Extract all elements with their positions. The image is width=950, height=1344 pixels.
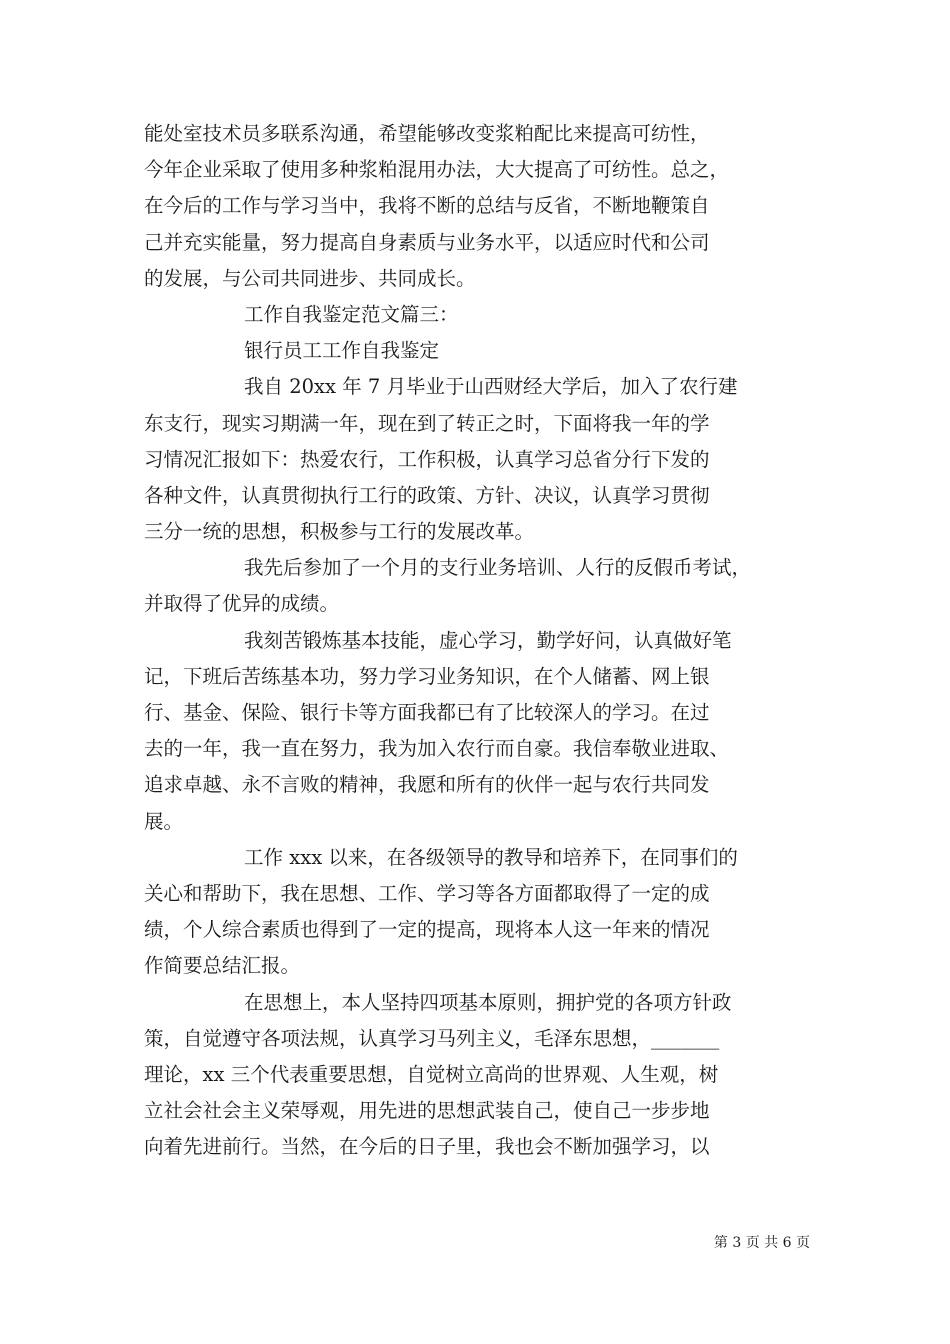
text-line: 理论，xx 三个代表重要思想，自觉树立高尚的世界观、人生观，树 — [144, 1062, 719, 1086]
text-line: 在今后的工作与学习当中，我将不断的总结与反省，不断地鞭策自 — [144, 194, 710, 218]
section-subheading: 银行员工工作自我鉴定 — [244, 339, 440, 363]
text-line: 绩，个人综合素质也得到了一定的提高，现将本人这一年来的情况 — [144, 918, 710, 942]
text-line: 记，下班后苦练基本功，努力学习业务知识，在个人储蓄、网上银 — [144, 664, 710, 688]
text-line: 的发展，与公司共同进步、共同成长。 — [144, 266, 476, 290]
text-line: 向着先进前行。当然，在今后的日子里，我也会不断加强学习，以 — [144, 1135, 710, 1159]
text-line: 己并充实能量，努力提高自身素质与业务水平，以适应时代和公司 — [144, 230, 710, 254]
text-line: 我自 20xx 年 7 月毕业于山西财经大学后，加入了农行建 — [244, 375, 738, 399]
text-line: 习情况汇报如下：热爱农行，工作积极，认真学习总省分行下发的 — [144, 447, 710, 471]
text-line: 三分一统的思想，积极参与工行的发展改革。 — [144, 520, 535, 544]
text-line: 行、基金、保险、银行卡等方面我都已有了比较深人的学习。在过 — [144, 701, 710, 724]
text-line: 关心和帮助下，我在思想、工作、学习等各方面都取得了一定的成 — [144, 881, 710, 905]
text-line: 作简要总结汇报。 — [144, 954, 301, 978]
text-line: 策，自觉遵守各项法规，认真学习马列主义，毛泽东思想，_______ — [144, 1026, 720, 1050]
text-line: 并取得了优异的成绩。 — [144, 592, 340, 616]
text-line: 展。 — [144, 809, 184, 833]
text-line: 去的一年，我一直在努力，我为加入农行而自豪。我信奉敬业进取、 — [144, 737, 730, 761]
text-line: 在思想上，本人坚持四项基本原则，拥护党的各项方针政 — [244, 990, 732, 1014]
text-line: 能处室技术员多联系沟通，希望能够改变浆粕配比来提高可纺性， — [144, 122, 710, 145]
text-line: 追求卓越、永不言败的精神，我愿和所有的伙伴一起与农行共同发 — [144, 773, 710, 797]
text-line: 我刻苦锻炼基本技能，虚心学习，勤学好问，认真做好笔 — [244, 628, 732, 652]
document-body — [144, 116, 816, 1165]
text-line: 东支行，现实习期满一年，现在到了转正之时，下面将我一年的学 — [144, 411, 710, 435]
text-line: 各种文件，认真贯彻执行工行的政策、方针、决议，认真学习贯彻 — [144, 483, 710, 507]
text-line: 今年企业采取了使用多种浆粕混用办法，大大提高了可纺性。总之， — [144, 158, 730, 182]
text-line: 立社会社会主义荣辱观，用先进的思想武装自己，使自己一步步地 — [144, 1099, 710, 1123]
text-line: 我先后参加了一个月的支行业务培训、人行的反假币考试， — [244, 556, 752, 580]
section-heading: 工作自我鉴定范文篇三： — [244, 302, 459, 326]
page-number: 第 3 页 共 6 页 — [713, 1235, 810, 1251]
text-line: 工作 xxx 以来，在各级领导的教导和培养下，在同事们的 — [244, 845, 738, 869]
